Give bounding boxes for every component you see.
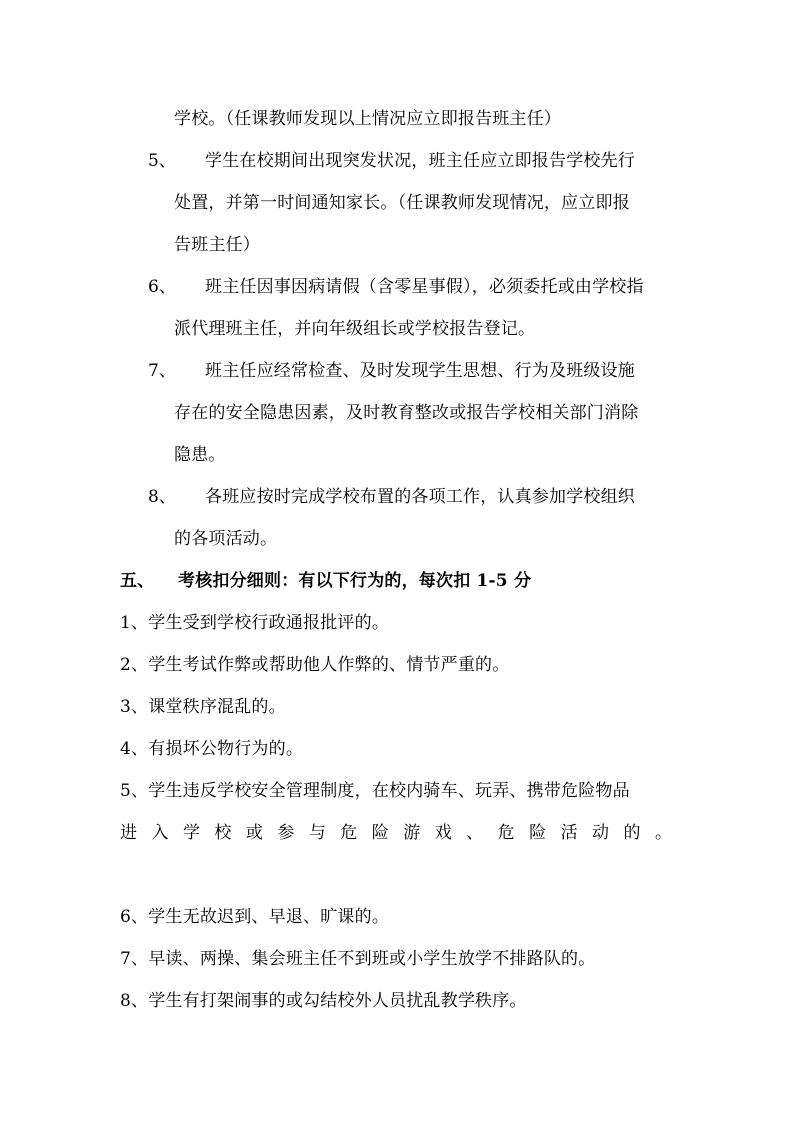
- item7-line3: 隐患。: [174, 445, 226, 465]
- item7-number: 7、: [148, 361, 176, 381]
- item7-line2: 存在的安全隐患因素，及时教育整改或报告学校相关部门消除: [174, 403, 639, 423]
- item5-number: 5、: [148, 151, 176, 171]
- section5-heading: 考核扣分细则：有以下行为的，每次扣 1-5 分: [178, 571, 532, 591]
- justified-char: 、: [466, 823, 484, 843]
- justified-char: 学: [182, 823, 200, 843]
- justified-char: 与: [308, 823, 326, 843]
- justified-char: 危: [340, 823, 358, 843]
- item8-line1: 各班应按时完成学校布置的各项工作，认真参加学校组织: [205, 487, 635, 507]
- item8-line2: 的各项活动。: [174, 529, 278, 549]
- justified-char: 险: [371, 823, 389, 843]
- justified-char: 危: [497, 823, 515, 843]
- justified-char: 游: [403, 823, 421, 843]
- item5-line1: 学生在校期间出现突发状况，班主任应立即报告学校先行: [205, 151, 635, 171]
- item6-line1: 班主任因事因病请假（含零星事假），必须委托或由学校指: [205, 277, 644, 297]
- rule-5-line1: 5、学生违反学校安全管理制度，在校内骑车、玩弄、携带危险物品: [120, 781, 630, 801]
- justified-char: 参: [277, 823, 295, 843]
- item4-continuation: 学校。（任课教师发现以上情况应立即报告班主任）: [174, 109, 562, 129]
- item8-number: 8、: [148, 487, 176, 507]
- justified-char: 校: [214, 823, 232, 843]
- justified-char: 进: [120, 823, 137, 843]
- justified-char: 动: [592, 823, 610, 843]
- justified-char: 或: [245, 823, 263, 843]
- justified-char: 戏: [434, 823, 452, 843]
- justified-char: 的: [623, 823, 641, 843]
- rule-2: 2、学生考试作弊或帮助他人作弊的、情节严重的。: [120, 655, 510, 675]
- item5-line3: 告班主任）: [174, 235, 260, 255]
- rule-4: 4、有损坏公物行为的。: [120, 739, 304, 759]
- rule-8: 8、学生有打架闹事的或勾结校外人员扰乱教学秩序。: [120, 991, 527, 1011]
- justified-char: 活: [560, 823, 578, 843]
- justified-char: 险: [529, 823, 547, 843]
- item6-line2: 派代理班主任，并向年级组长或学校报告登记。: [174, 319, 536, 339]
- justified-char: 入: [151, 823, 169, 843]
- rule-3: 3、课堂秩序混乱的。: [120, 697, 286, 717]
- justified-char: 。: [654, 823, 672, 843]
- rule-7: 7、早读、两操、集会班主任不到班或小学生放学不排路队的。: [120, 949, 596, 969]
- rule-6: 6、学生无故迟到、早退、旷课的。: [120, 907, 390, 927]
- rule-5-line2: [120, 823, 672, 843]
- item7-line1: 班主任应经常检查、及时发现学生思想、行为及班级设施: [205, 361, 635, 381]
- rule-1: 1、学生受到学校行政通报批评的。: [120, 613, 390, 633]
- item5-line2: 处置，并第一时间通知家长。（任课教师发现情况，应立即报: [174, 193, 630, 213]
- section5-number: 五、: [120, 571, 154, 591]
- item6-number: 6、: [148, 277, 176, 297]
